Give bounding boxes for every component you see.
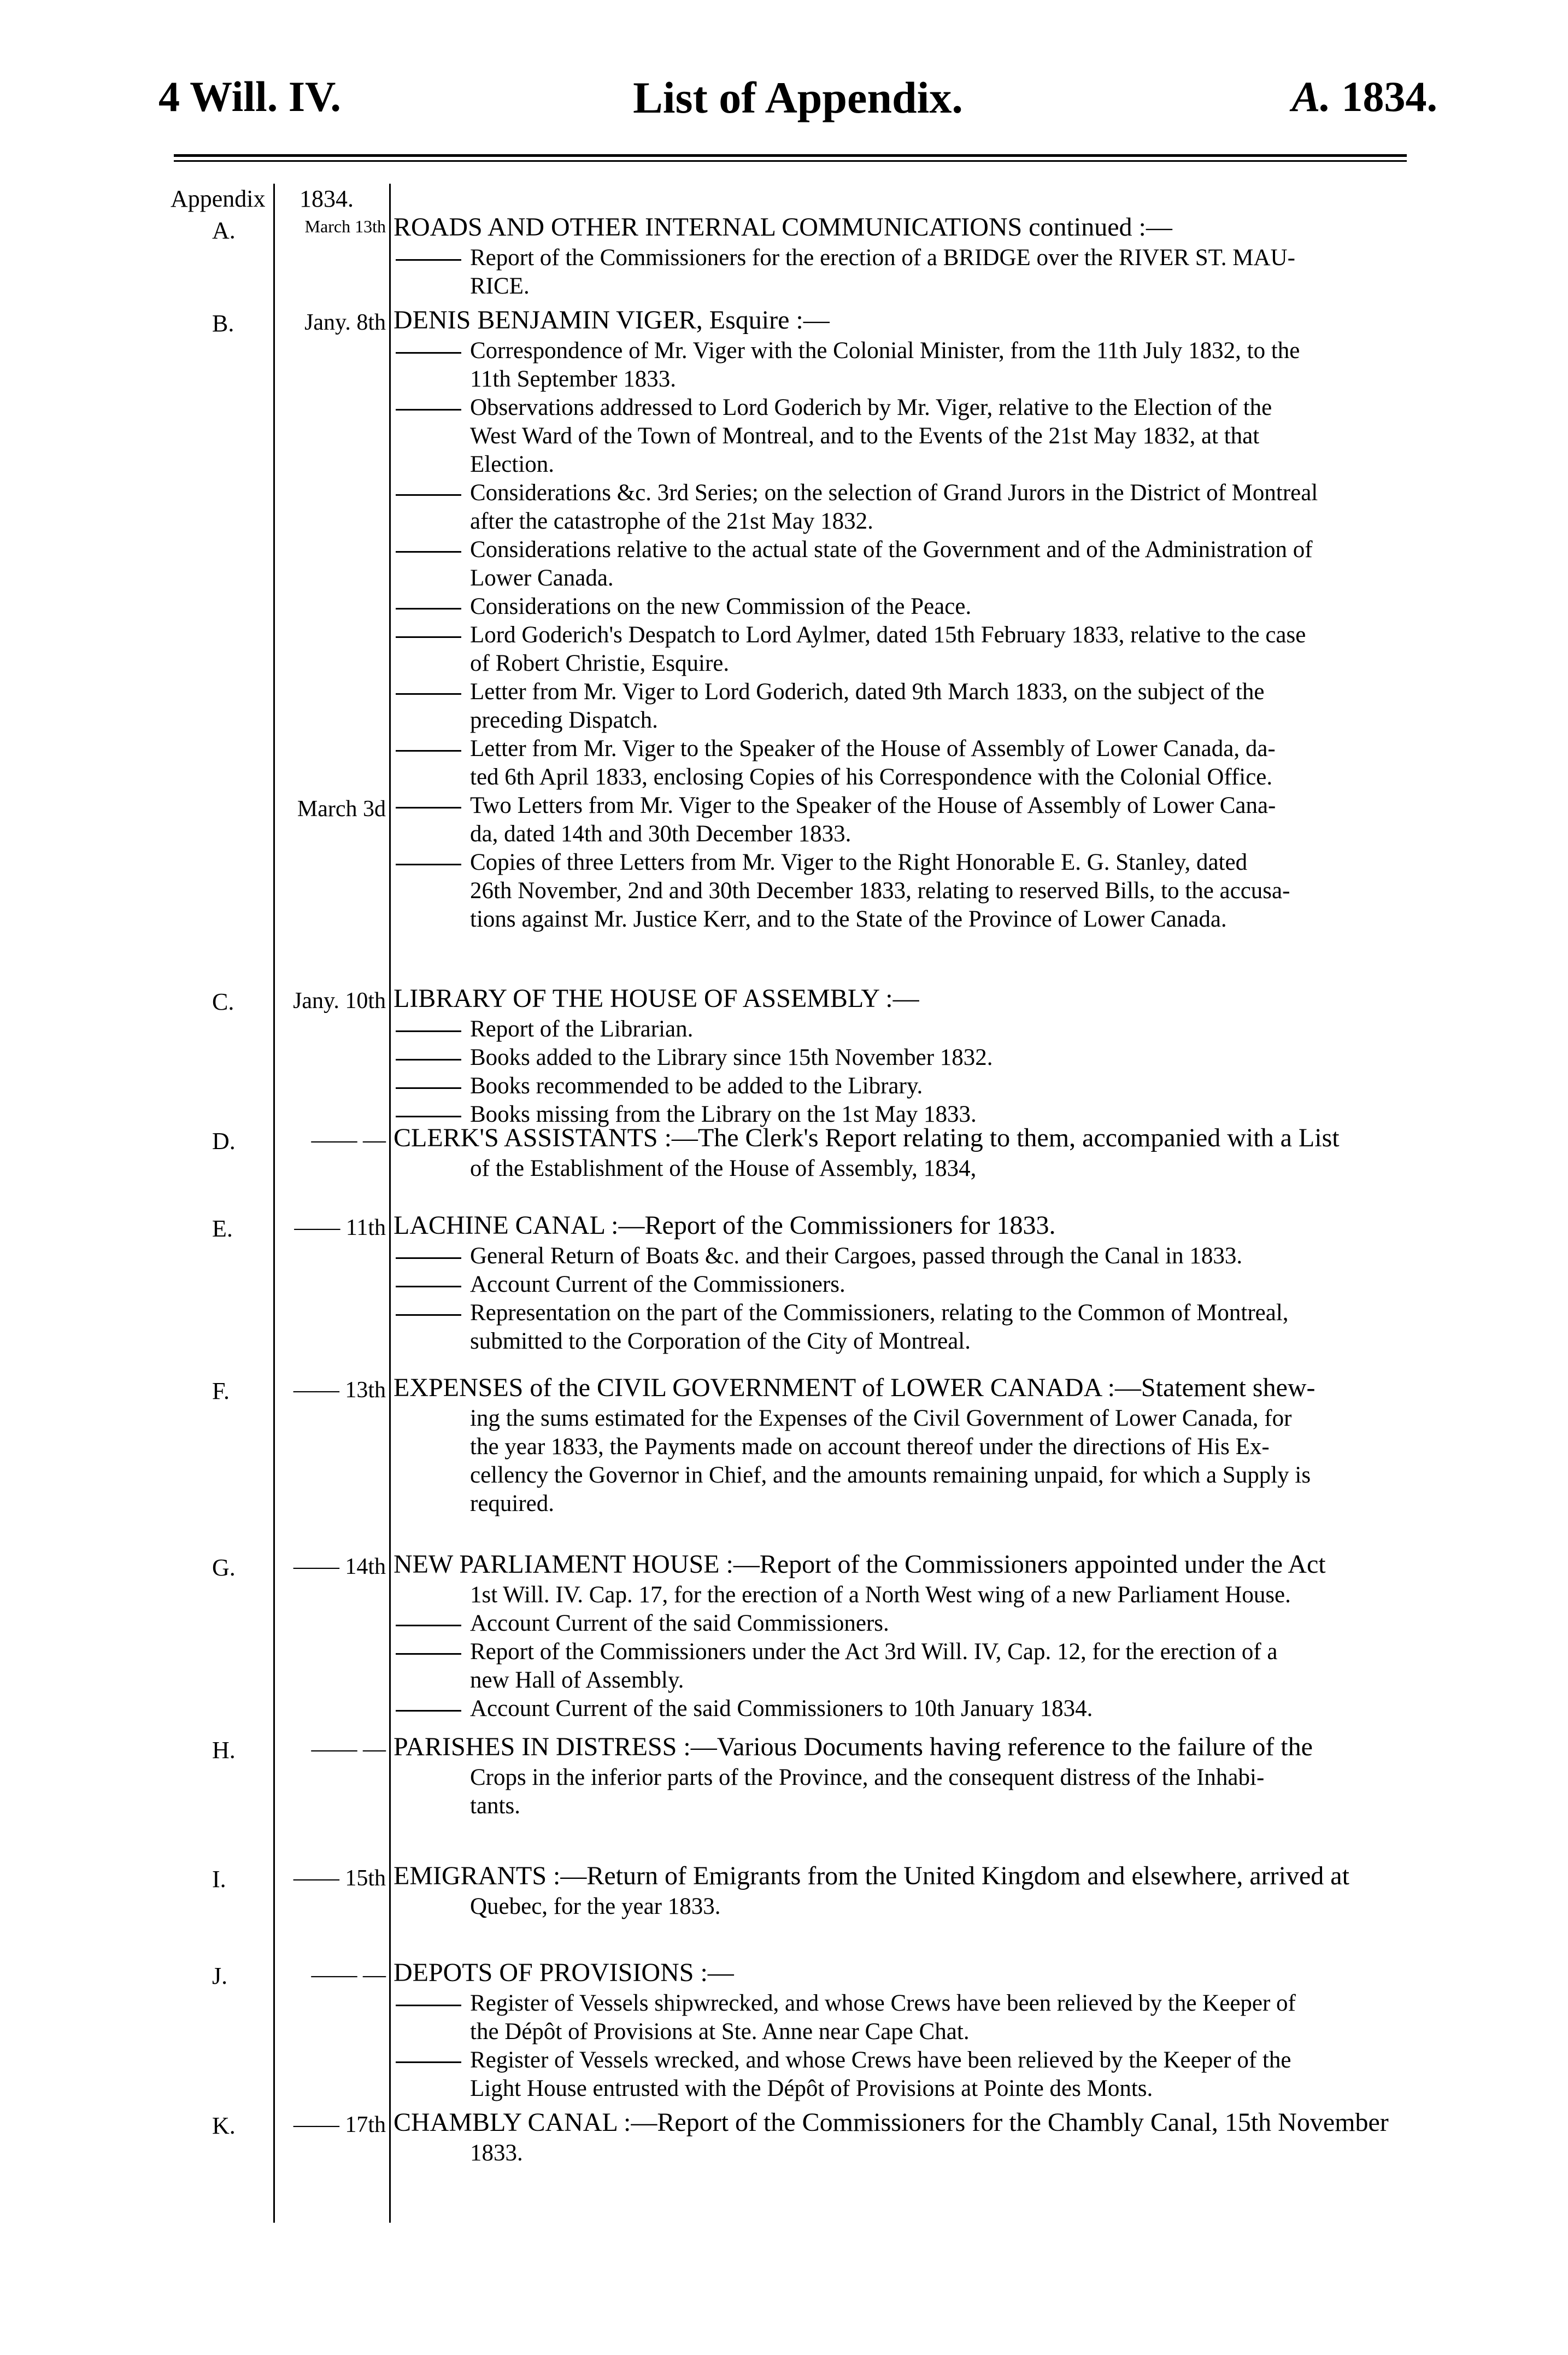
leader-dash	[396, 1116, 461, 1117]
entry-heading	[394, 1960, 1432, 1986]
entry-line	[394, 907, 1508, 931]
leader-dash	[396, 1030, 461, 1032]
leader-dash	[396, 608, 461, 610]
year-label	[1291, 72, 1437, 121]
entry-line	[394, 1244, 1432, 1268]
leader-dash	[396, 864, 461, 865]
entry-line	[394, 708, 1508, 732]
entry-text: 1st Will. IV. Cap. 17, for the erection of a North West wing of a new Parliament House.	[470, 1582, 1291, 1608]
entry-heading	[394, 1375, 1432, 1401]
entry-text: Books missing from the Library on the 1st May 1833.	[470, 1102, 977, 1127]
entry-line	[394, 509, 1508, 533]
entry-text: Considerations &c. 3rd Series; on the selection of Grand Jurors in the District of Montreal	[470, 480, 1318, 506]
entry-line	[394, 1074, 1432, 1098]
entry-text: DENIS BENJAMIN VIGER, Esquire :—	[394, 306, 830, 335]
entry-text: Copies of three Letters from Mr. Viger to the Right Honorable E. G. Stanley, dated	[470, 850, 1248, 875]
entry-line	[394, 737, 1432, 760]
leader-dash	[396, 2061, 461, 2063]
entry-line	[394, 765, 1508, 789]
entry-text: the year 1833, the Payments made on account thereof under the directions of His Ex-	[470, 1434, 1270, 1460]
entry-line	[394, 1301, 1432, 1325]
entry-text: 11th September 1833.	[470, 366, 676, 392]
leader-dash	[396, 1059, 461, 1061]
entry-line	[394, 453, 1508, 476]
appendix-column-heading: Appendix	[171, 185, 266, 212]
entry-text: of Robert Christie, Esquire.	[470, 651, 730, 676]
entry-text: Report of the Commissioners under the Act 3rd Will. IV, Cap. 12, for the erection of a	[470, 1639, 1278, 1665]
entry-text: Lord Goderich's Despatch to Lord Aylmer, dated 15th February 1833, relative to the case	[470, 622, 1306, 648]
entry-text: Account Current of the said Commissioners to 10th January 1834.	[470, 1696, 1093, 1721]
header-rule-thick	[174, 154, 1407, 157]
appendix-letter: H.	[212, 1737, 236, 1764]
entry-text: the Dépôt of Provisions at Ste. Anne near Cape Chat.	[470, 2019, 970, 2044]
session-label: 4 Will. IV.	[158, 73, 341, 120]
entry-text: LACHINE CANAL :—Report of the Commissioners for 1833.	[394, 1211, 1056, 1240]
entry-text: Letter from Mr. Viger to the Speaker of the House of Assembly of Lower Canada, da-	[470, 736, 1276, 761]
entry-line	[394, 566, 1508, 590]
entry-text: General Return of Boats &c. and their Cargoes, passed through the Canal in 1833.	[470, 1243, 1243, 1269]
appendix-letter: C.	[212, 988, 234, 1015]
entry-date: March 3d	[297, 796, 386, 822]
entry-text: Register of Vessels wrecked, and whose Crews have been relieved by the Keeper of the	[470, 2047, 1291, 2073]
entry-line	[394, 1273, 1432, 1296]
appendix-letter: J.	[212, 1962, 228, 1989]
leader-dash	[396, 693, 461, 695]
entry-text: EMIGRANTS :—Return of Emigrants from the United Kingdom and elsewhere, arrived at	[394, 1861, 1349, 1890]
entry-date: —— —	[311, 1962, 386, 1988]
entry-text: LIBRARY OF THE HOUSE OF ASSEMBLY :—	[394, 984, 919, 1013]
entry-line	[394, 396, 1432, 419]
appendix-letter: E.	[212, 1215, 233, 1242]
entry-date: March 13th	[304, 216, 386, 236]
entry-line	[394, 246, 1432, 270]
leader-dash	[396, 1653, 461, 1655]
entry-line	[394, 1640, 1432, 1663]
page-header	[158, 72, 1437, 132]
leader-dash	[396, 1286, 461, 1287]
entry-line	[394, 274, 1508, 298]
entry-text: 26th November, 2nd and 30th December 1833, relating to reserved Bills, to the accusa-	[470, 878, 1290, 904]
entry-date: Jany. 10th	[293, 988, 386, 1014]
entry-text: Crops in the inferior parts of the Province, and the consequent distress of the Inhabi-	[470, 1765, 1265, 1790]
entry-line	[394, 481, 1432, 505]
entry-heading	[394, 1212, 1432, 1239]
entry-text: Correspondence of Mr. Viger with the Colonial Minister, from the 11th July 1832, to the	[470, 338, 1300, 364]
entry-line	[394, 2077, 1508, 2100]
entry-line	[394, 367, 1508, 391]
entry-text: submitted to the Corporation of the City of Montreal.	[470, 1328, 971, 1354]
entry-date: —— 17th	[293, 2112, 386, 2137]
entry-line	[394, 680, 1432, 704]
entry-date: —— 13th	[293, 1378, 386, 1403]
leader-dash	[396, 2005, 461, 2006]
entry-line	[394, 595, 1432, 618]
leader-dash	[396, 1710, 461, 1712]
entry-line	[394, 538, 1432, 561]
entry-line	[394, 1668, 1508, 1692]
entry-line	[394, 1046, 1432, 1069]
entry-text: required.	[470, 1491, 555, 1516]
leader-dash	[396, 1314, 461, 1316]
leader-dash	[396, 551, 461, 553]
leader-dash	[396, 807, 461, 809]
entry-text: Considerations relative to the actual state of the Government and of the Administration of	[470, 537, 1313, 563]
entry-text: tions against Mr. Justice Kerr, and to the State of the Province of Lower Canada.	[470, 906, 1227, 932]
entry-line	[394, 1583, 1508, 1607]
entry-text: ted 6th April 1833, enclosing Copies of his Correspondence with the Colonial Office.	[470, 764, 1273, 790]
entry-text: West Ward of the Town of Montreal, and to the Events of the 21st May 1832, at that	[470, 423, 1260, 449]
entry-heading	[394, 214, 1432, 241]
entry-line	[394, 1407, 1508, 1430]
entry-text: cellency the Governor in Chief, and the amounts remaining unpaid, for which a Supply is	[470, 1462, 1311, 1488]
entry-date: —— 15th	[293, 1866, 386, 1891]
entry-line	[394, 1492, 1508, 1515]
entry-line	[394, 1435, 1508, 1458]
entry-line	[394, 1612, 1432, 1635]
entry-text: Report of the Commissioners for the erection of a BRIDGE over the RIVER ST. MAU-	[470, 245, 1295, 271]
entry-line	[394, 2048, 1432, 2072]
entry-text: Books added to the Library since 15th November 1832.	[470, 1045, 993, 1070]
entry-heading	[394, 1125, 1432, 1151]
entry-line	[394, 1766, 1508, 1789]
entry-text: Election.	[470, 452, 555, 477]
entry-line	[394, 2141, 1508, 2165]
header-rule-thin	[174, 160, 1407, 162]
entry-text: preceding Dispatch.	[470, 707, 658, 733]
appendix-letter: D.	[212, 1128, 236, 1155]
appendix-letter: G.	[212, 1554, 236, 1581]
entry-heading	[394, 1863, 1432, 1889]
appendix-letter: F.	[212, 1378, 230, 1404]
entry-line	[394, 794, 1432, 817]
entry-text: new Hall of Assembly.	[470, 1667, 684, 1693]
leader-dash	[396, 636, 461, 638]
entry-line	[394, 851, 1432, 874]
entry-line	[394, 1895, 1508, 1918]
entry-text: DEPOTS OF PROVISIONS :—	[394, 1958, 734, 1987]
entry-text: tants.	[470, 1793, 520, 1819]
entry-text: Register of Vessels shipwrecked, and whose Crews have been relieved by the Keeper of	[470, 1990, 1296, 2016]
entry-text: Books recommended to be added to the Library.	[470, 1073, 923, 1099]
column-divider-left	[273, 184, 275, 2223]
entry-line	[394, 1017, 1432, 1041]
entry-line	[394, 1794, 1508, 1818]
entry-text: CLERK'S ASSISTANTS :—The Clerk's Report relating to them, accompanied with a List	[394, 1123, 1340, 1152]
entry-date: —— —	[311, 1128, 386, 1153]
leader-dash	[396, 494, 461, 496]
leader-dash	[396, 259, 461, 261]
entry-text: Quebec, for the year 1833.	[470, 1894, 721, 1919]
entry-text: Report of the Librarian.	[470, 1016, 694, 1042]
entry-line	[394, 1463, 1508, 1487]
entry-line	[394, 1157, 1508, 1180]
leader-dash	[396, 1625, 461, 1626]
entry-text: Letter from Mr. Viger to Lord Goderich, dated 9th March 1833, on the subject of the	[470, 679, 1265, 705]
entry-text: of the Establishment of the House of Assembly, 1834,	[470, 1156, 977, 1181]
entry-text: ing the sums estimated for the Expenses of the Civil Government of Lower Canada, for	[470, 1405, 1292, 1431]
leader-dash	[396, 352, 461, 354]
leader-dash	[396, 1257, 461, 1259]
page-title: List of Appendix.	[633, 73, 963, 122]
entry-date: Jany. 8th	[304, 310, 386, 335]
entry-text: da, dated 14th and 30th December 1833.	[470, 821, 851, 847]
entry-line	[394, 652, 1508, 675]
entry-line	[394, 339, 1432, 362]
entry-line	[394, 1697, 1432, 1720]
entry-heading	[394, 1734, 1432, 1760]
entry-text: ROADS AND OTHER INTERNAL COMMUNICATIONS continued :—	[394, 213, 1172, 242]
entry-line	[394, 424, 1508, 448]
entry-text: Light House entrusted with the Dépôt of Provisions at Pointe des Monts.	[470, 2076, 1153, 2101]
appendix-letter: B.	[212, 310, 234, 337]
leader-dash	[396, 1087, 461, 1089]
entry-text: Account Current of the Commissioners.	[470, 1272, 845, 1297]
entry-text: after the catastrophe of the 21st May 1832.	[470, 508, 873, 534]
entry-heading	[394, 1551, 1432, 1578]
entry-line	[394, 2020, 1508, 2043]
entry-text: PARISHES IN DISTRESS :—Various Documents having reference to the failure of the	[394, 1732, 1313, 1761]
entry-line	[394, 879, 1508, 903]
entry-date: —— 11th	[294, 1215, 386, 1240]
appendix-letter: I.	[212, 1866, 226, 1893]
leader-dash	[396, 750, 461, 752]
entry-line	[394, 822, 1508, 846]
leader-dash	[396, 409, 461, 411]
entry-text: Representation on the part of the Commissioners, relating to the Common of Montreal,	[470, 1300, 1289, 1326]
year-letter: A.	[1291, 73, 1331, 120]
entry-date: —— —	[311, 1737, 386, 1762]
entry-text: Observations addressed to Lord Goderich by Mr. Viger, relative to the Election of the	[470, 395, 1272, 420]
entry-line	[394, 1329, 1508, 1353]
entry-line	[394, 1103, 1432, 1126]
entry-text: Two Letters from Mr. Viger to the Speaker of the House of Assembly of Lower Cana-	[470, 793, 1276, 818]
entry-heading	[394, 2110, 1432, 2136]
entry-text: CHAMBLY CANAL :—Report of the Commissioners for the Chambly Canal, 15th November	[394, 2108, 1389, 2137]
entry-text: Lower Canada.	[470, 565, 614, 591]
entry-text: Account Current of the said Commissioners.	[470, 1610, 889, 1636]
entry-heading	[394, 986, 1432, 1012]
entry-heading	[394, 307, 1432, 333]
entry-text: EXPENSES of the CIVIL GOVERNMENT of LOWER CANADA :—Statement shew-	[394, 1373, 1316, 1402]
entry-text: 1833.	[470, 2140, 523, 2166]
appendix-letter: K.	[212, 2112, 236, 2139]
entry-line	[394, 623, 1432, 647]
year-number: 1834.	[1341, 73, 1437, 120]
column-divider-right	[389, 184, 391, 2223]
entry-text: Considerations on the new Commission of the Peace.	[470, 594, 972, 619]
appendix-letter: A.	[212, 217, 236, 244]
entry-date: —— 14th	[293, 1554, 386, 1579]
entry-text: NEW PARLIAMENT HOUSE :—Report of the Commissioners appointed under the Act	[394, 1550, 1326, 1579]
year-column-heading: 1834.	[299, 185, 354, 212]
entry-line	[394, 1991, 1432, 2015]
entry-text: RICE.	[470, 273, 530, 299]
